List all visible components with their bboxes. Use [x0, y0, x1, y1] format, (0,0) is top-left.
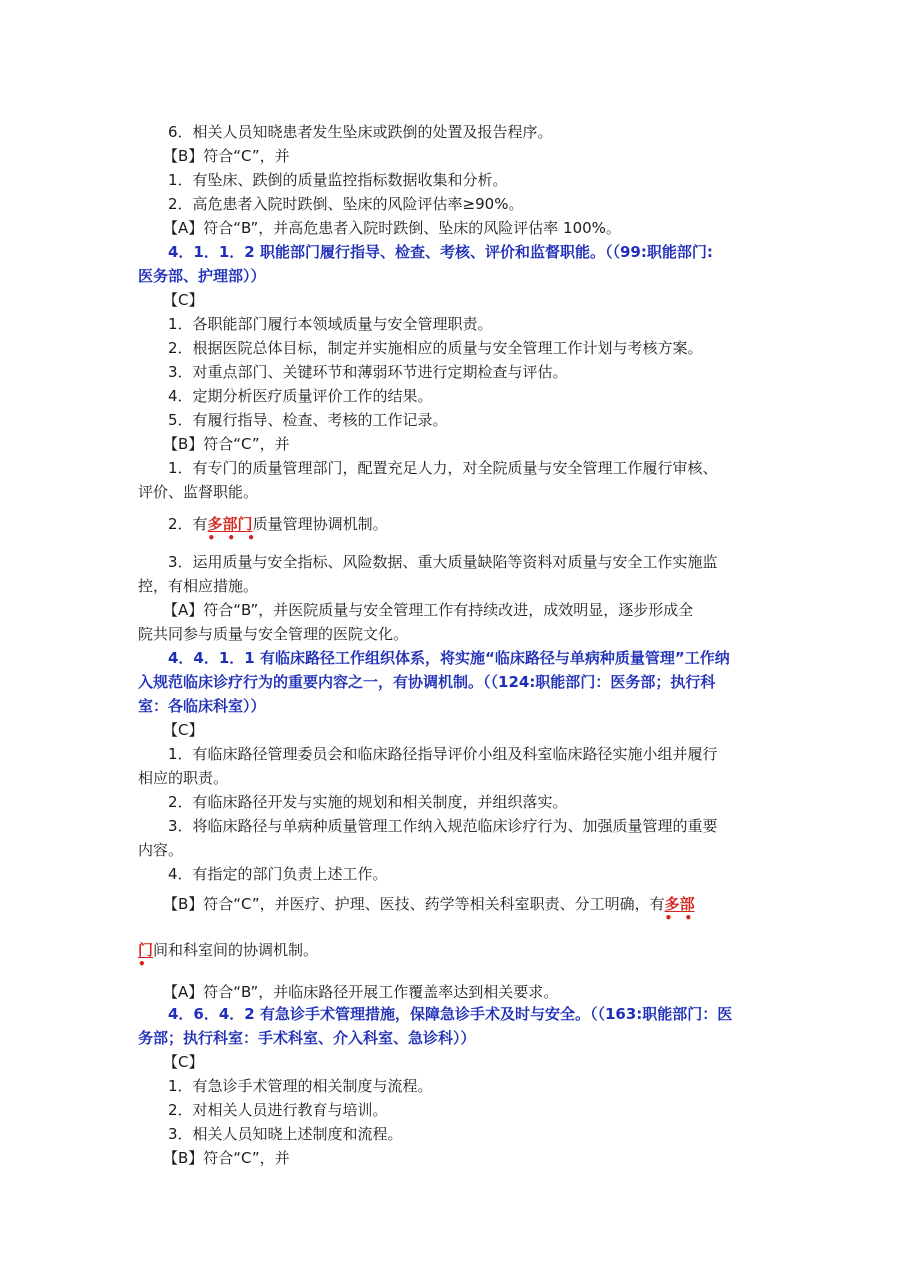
text-line: 2．高危患者入院时跌倒、坠床的风险评估率≥90%。 — [168, 195, 524, 213]
grade-b-label — [163, 892, 803, 925]
grade-b-label: 【B】符合“C”，并 — [163, 435, 290, 453]
emphasis-dots: • • — [664, 911, 697, 925]
text-line: 3．相关人员知晓上述制度和流程。 — [168, 1125, 403, 1143]
text-line-cont — [138, 938, 778, 971]
text-line: 1．各职能部门履行本领域质量与安全管理职责。 — [168, 315, 493, 333]
grade-c-label: 【C】 — [163, 291, 204, 309]
emphasis-dots: • — [138, 957, 150, 971]
text-line-cont: 评价、监督职能。 — [138, 483, 259, 501]
section-heading: 4．6．4．2 有急诊手术管理措施，保障急诊手术及时与安全。（（163:职能部门：医 — [168, 1005, 733, 1023]
grade-a-label: 【A】符合“B”，并医院质量与安全管理工作有持续改进，成效明显，逐步形成全 — [163, 601, 694, 619]
text-line: 5．有履行指导、检查、考核的工作记录。 — [168, 411, 448, 429]
text-fragment: 质量管理协调机制。 — [252, 515, 388, 533]
emphasis-dots: • • • — [207, 531, 259, 545]
section-heading-cont: 入规范临床诊疗行为的重要内容之一，有协调机制。（（124:职能部门：医务部；执行科 — [138, 673, 716, 691]
emphasis-text: 多部 — [664, 895, 695, 913]
text-line: 3．将临床路径与单病种质量管理工作纳入规范临床诊疗行为、加强质量管理的重要 — [168, 817, 718, 835]
text-line-cont: 内容。 — [138, 841, 184, 859]
text-line: 1．有临床路径管理委员会和临床路径指导评价小组及科室临床路径实施小组并履行 — [168, 745, 718, 763]
text-line: 6．相关人员知晓患者发生坠床或跌倒的处置及报告程序。 — [168, 123, 553, 141]
grade-a-label: 【A】符合“B”，并高危患者入院时跌倒、坠床的风险评估率 100%。 — [163, 219, 621, 237]
section-heading: 4．1．1．2 职能部门履行指导、检查、考核、评价和监督职能。（（99:职能部门: — [168, 243, 713, 261]
text-line: 1．有专门的质量管理部门，配置充足人力，对全院质量与安全管理工作履行审核、 — [168, 459, 718, 477]
text-line: 4．有指定的部门负责上述工作。 — [168, 865, 388, 883]
emphasis-text: 多部门 — [207, 515, 253, 533]
text-fragment: 间和科室间的协调机制。 — [153, 941, 319, 959]
text-line-cont: 院共同参与质量与安全管理的医院文化。 — [138, 625, 409, 643]
text-line — [168, 512, 808, 545]
grade-c-label: 【C】 — [163, 1053, 204, 1071]
section-heading: 4．4．1．1 有临床路径工作组织体系，将实施“临床路径与单病种质量管理”工作纳 — [168, 649, 730, 667]
grade-b-label: 【B】符合“C”，并 — [163, 147, 290, 165]
grade-c-label: 【C】 — [163, 721, 204, 739]
text-line-cont: 相应的职责。 — [138, 769, 229, 787]
text-line: 1．有急诊手术管理的相关制度与流程。 — [168, 1077, 433, 1095]
text-line: 2．有临床路径开发与实施的规划和相关制度，并组织落实。 — [168, 793, 568, 811]
text-line: 3．对重点部门、关键环节和薄弱环节进行定期检查与评估。 — [168, 363, 568, 381]
text-line: 4．定期分析医疗质量评价工作的结果。 — [168, 387, 433, 405]
grade-a-label: 【A】符合“B”，并临床路径开展工作覆盖率达到相关要求。 — [163, 983, 559, 1001]
section-heading-cont: 医务部、护理部）） — [138, 267, 266, 285]
text-line: 1．有坠床、跌倒的质量监控指标数据收集和分析。 — [168, 171, 508, 189]
text-line: 2．对相关人员进行教育与培训。 — [168, 1101, 388, 1119]
emphasis-text: 门 — [138, 941, 154, 959]
text-fragment: 2．有 — [168, 515, 208, 533]
text-line: 2．根据医院总体目标，制定并实施相应的质量与安全管理工作计划与考核方案。 — [168, 339, 703, 357]
grade-b-label: 【B】符合“C”，并 — [163, 1149, 290, 1167]
text-fragment: 【B】符合“C”，并医疗、护理、医技、药学等相关科室职责、分工明确，有 — [163, 895, 665, 913]
section-heading-cont: 务部；执行科室：手术科室、介入科室、急诊科）） — [138, 1029, 476, 1047]
section-heading-cont: 室：各临床科室）） — [138, 697, 266, 715]
text-line-cont: 控，有相应措施。 — [138, 577, 259, 595]
text-line: 3．运用质量与安全指标、风险数据、重大质量缺陷等资料对质量与安全工作实施监 — [168, 553, 718, 571]
